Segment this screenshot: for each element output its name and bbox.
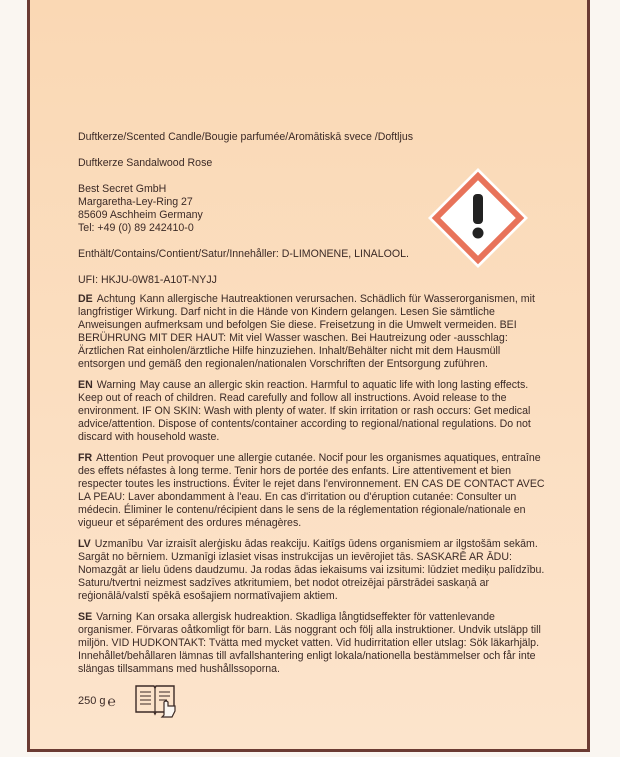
signal-word: Attention — [96, 452, 138, 464]
warning-text: Kan orsaka allergisk hudreaktion. Skadliga långtidseffekter för vattenlevande organismer. Förvaras oåtkomligt för barn. Läs noggrant och följ alla instruktioner. Undvik utsläpp till miljön. VID HUDKONTAKT: Tvätta med mycket vatten. Vid hudirritation eller utslag: Sök läkarhjälp. Innehållet/behållaren lämnas till avfallshantering enligt lokala/nationella bestämmelser och får inte slängas tillsammans med hushållssoporna. — [78, 611, 541, 675]
company-street: Margaretha-Ley-Ring 27 — [78, 196, 193, 208]
product-type: Duftkerze/Scented Candle/Bougie parfumée/Aromātiskā svece /Doftljus — [78, 131, 414, 143]
estimated-sign-icon: ℮ — [107, 693, 116, 709]
signal-word: Uzmanību — [94, 538, 144, 550]
warning-se — [78, 611, 548, 676]
net-weight-value: 250 g — [78, 695, 106, 707]
signal-word: Warning — [96, 379, 136, 391]
read-instructions-book-icon — [134, 682, 178, 720]
net-weight — [78, 693, 116, 709]
exclamation-dot — [473, 228, 484, 239]
warning-fr — [78, 452, 548, 530]
product-name: Duftkerze Sandalwood Rose — [78, 157, 213, 169]
ufi-code: UFI: HKJU-0W81-A10T-NYJJ — [78, 274, 217, 286]
signal-word: Varning — [96, 611, 132, 623]
language-code: SE — [78, 611, 93, 623]
language-code: DE — [78, 293, 93, 305]
language-code: FR — [78, 452, 93, 464]
warning-de — [78, 293, 548, 371]
company-phone: Tel: +49 (0) 89 242410-0 — [78, 222, 194, 234]
language-code: EN — [78, 379, 93, 391]
exclamation-bar — [473, 194, 483, 224]
contains-line: Enthält/Contains/Contient/Satur/Innehåller: D-LIMONENE, LINALOOL. — [78, 248, 409, 260]
warning-text: Var izraisīt alerģisku ādas reakciju. Kaitīgs ūdens organismiem ar ilgstošām sekām. Sargāt no bērniem. Uzmanīgi izlasiet visas instrukcijas un ievērojiet tās. SASKARĒ AR ĀDU: Nomazgāt ar lielu ūdens daudzumu. Ja rodas ādas iekaisums vai izsitumi: lūdziet mediķu palīdzību. Saturu/tvertni neizmest sadzīves atkritumiem, bet nodot otreizējai pārstrādei saskaņā ar reģionālā/valstī spēkā esošajiem normatīvajiem aktiem. — [78, 538, 545, 602]
warning-text: Peut provoquer une allergie cutanée. Nocif pour les organismes aquatiques, entraîne des effets néfastes à long terme. Tenir hors de portée des enfants. Lire attentivement et bien respecter toutes les instructions. Éviter le rejet dans l'environnement. EN CAS DE CONTACT AVEC LA PEAU: Laver abondamment à l'eau. En cas d'irritation ou d'éruption cutanée: Consulter un médecin. Éliminer le contenu/récipient dans le sens de la réglementation régionale/nationale en vigueur et séparément des ordures ménagères. — [78, 452, 545, 529]
footer-row — [78, 682, 178, 720]
language-code: LV — [78, 538, 91, 550]
ghs-exclamation-mark-icon — [424, 164, 532, 272]
company-name: Best Secret GmbH — [78, 183, 167, 195]
signal-word: Achtung — [96, 293, 136, 305]
warning-text: Kann allergische Hautreaktionen verursachen. Schädlich für Wasserorganismen, mit langfristiger Wirkung. Darf nicht in die Hände von Kindern gelangen. Lesen Sie sämtliche Anweisungen aufmerksam und befolgen Sie diese. Freisetzung in die Umwelt vermeiden. BEI BERÜHRUNG MIT DER HAUT: Mit viel Wasser waschen. Bei Hautreizung oder -ausschlag: Ärztlichen Rat einholen/ärztliche Hilfe hinzuziehen. Inhalt/Behälter nicht mit dem Hausmüll entsorgen und gemäß den regionalen/nationalen Vorschriften der Entsorgung zuführen. — [78, 293, 535, 370]
warning-lv — [78, 538, 548, 603]
warning-en — [78, 379, 548, 444]
company-city: 85609 Aschheim Germany — [78, 209, 203, 221]
warning-text: May cause an allergic skin reaction. Harmful to aquatic life with long lasting effects. Keep out of reach of children. Read carefully and follow all instructions. Avoid release to the environment. IF ON SKIN: Wash with plenty of water. If skin irritation or rash occurs: Get medical advice/attention. Dispose of contents/container according to regional/national regulations. Do not discard with household waste. — [78, 379, 531, 443]
